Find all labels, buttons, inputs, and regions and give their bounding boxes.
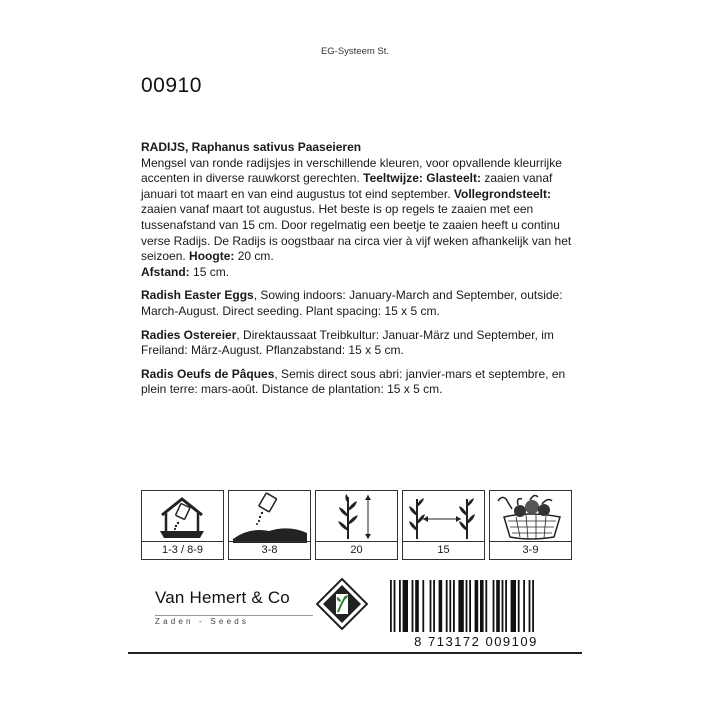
dutch-body: Mengsel van ronde radijsjes in verschillende kleuren, voor opvallende kleurrijke accenten in diverse rauwkorst gerechten. [141,155,562,186]
german-text: , Direktaussaat Treibkultur: Januar-März und September, im Freiland: März-August. Pflanzabstand: 15 x 5 cm. [141,327,554,358]
glasteelt-label: Glasteelt: [426,171,481,186]
plant-height-value: 20 [316,541,397,559]
vollegrondsteelt-label: Vollegrondsteelt: [453,186,551,201]
harvest-value: 3-9 [490,541,571,559]
teeltwijze-label: Teeltwijze: [363,171,423,186]
outdoor-sowing-cell [228,490,311,560]
english-description [141,288,573,319]
french-text: , Semis direct sous abri: janvier-mars et septembre, en plein terre: mars-août. Distance de plantation: 15 x 5 cm. [141,366,566,397]
french-description [141,367,573,398]
german-title: Radies Ostereier [141,327,237,342]
outdoor-sowing-icon [229,491,310,543]
hoogte-label: Hoogte: [189,249,235,264]
brand-divider [155,615,313,616]
harvest-cell [489,490,572,560]
cultivation-icon-strip [141,490,571,560]
glasteelt-text: zaaien vanaf januari tot maart en van eind augustus tot eind september. [141,171,553,201]
harvest-basket-icon [490,491,571,543]
greenhouse-sowing-cell [141,490,224,560]
plant-spacing-cell [402,490,485,560]
eg-system-label: EG-Systeem St. [320,46,390,57]
greenhouse-sowing-value: 1-3 / 8-9 [142,541,223,559]
plant-height-cell [315,490,398,560]
plant-height-icon [316,491,397,543]
french-title: Radis Oeufs de Pâques [141,366,275,381]
dutch-title: RADIJS, Raphanus sativus Paaseieren [141,140,362,154]
plant-spacing-icon [403,491,484,543]
description-block [141,140,573,406]
afstand-label: Afstand: [141,264,190,279]
brand-name: Van Hemert & Co [155,588,290,607]
german-description [141,328,573,359]
product-code: 00910 [141,74,202,97]
afstand-value: 15 cm. [193,264,230,279]
brand-tagline: Zaden - Seeds [155,617,250,626]
plant-spacing-value: 15 [403,541,484,559]
barcode-number: 8 713172 009109 [414,634,538,648]
hoogte-value: 20 cm. [237,249,274,264]
dutch-description [141,140,573,280]
barcode-icon [380,578,572,648]
bottom-rule [128,652,582,654]
outdoor-sowing-value: 3-8 [229,541,310,559]
barcode-bars [390,580,534,632]
company-logo-icon [316,578,368,630]
greenhouse-sowing-icon [142,491,223,543]
vollegrondsteelt-text: zaaien vanaf maart tot augustus. Het beste is op regels te zaaien met een tussenafstand van 15 cm. Door regelmatig een beetje te zaaien heeft u continu verse Radijs. De Radijs is oogstbaar na circa vier à vijf weken afhankelijk van het seizoen. [141,202,572,264]
english-text: , Sowing indoors: January-March and September, outside: March-August. Direct seeding. Plant spacing: 15 x 5 cm. [141,288,563,318]
english-title: Radish Easter Eggs [141,288,254,303]
